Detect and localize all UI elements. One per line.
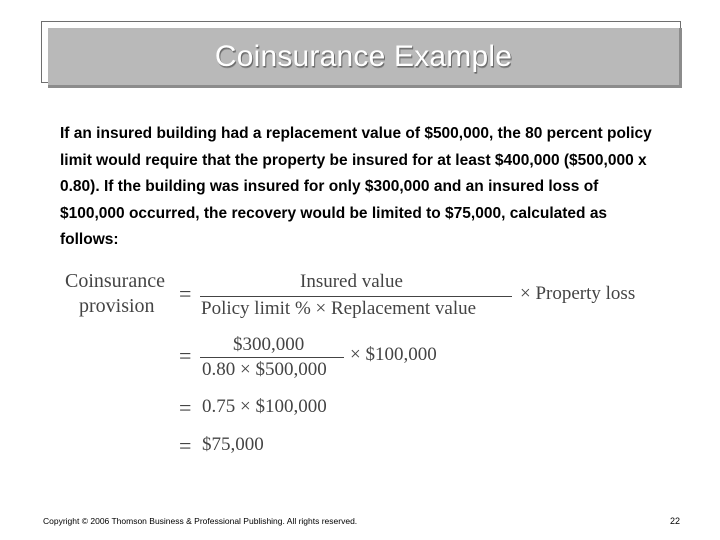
formula-equals-4: = — [179, 433, 192, 458]
formula-equals-3: = — [179, 395, 192, 420]
formula-factor-2: × $100,000 — [350, 344, 437, 365]
formula-factor-1: × Property loss — [520, 283, 636, 304]
formula-equals-1: = — [179, 281, 192, 306]
formula-numerator-2: $300,000 — [233, 334, 305, 355]
fraction-bar-1 — [200, 296, 512, 297]
page-number: 22 — [669, 516, 680, 526]
title-box — [48, 28, 682, 88]
formula-lhs-line2: provision — [79, 295, 155, 317]
formula-denominator-1: Policy limit % × Replacement value — [201, 298, 477, 319]
fraction-bar-2 — [200, 357, 344, 358]
coinsurance-formula — [58, 264, 668, 464]
formula-lhs-line1: Coinsurance — [65, 270, 165, 292]
formula-denominator-2: 0.80 × $500,000 — [202, 359, 327, 380]
formula-numerator-1: Insured value — [300, 271, 403, 292]
formula-result: $75,000 — [202, 434, 264, 455]
formula-expr-3: 0.75 × $100,000 — [202, 396, 327, 417]
formula-equals-2: = — [179, 343, 192, 368]
slide-title: Coinsurance Example — [214, 39, 513, 73]
footer-copyright: Copyright © 2006 Thomson Business & Professional Publishing. All rights reserved. — [43, 516, 358, 526]
intro-paragraph: If an insured building had a replacement value of $500,000, the 80 percent policy limit would require that the property be insured for at least $400,000 ($500,000 x 0.80). If the building was insured for only $300,000 and an insured loss of $100,000 occurred, the recovery would be limited to $75,000, calculated as follows: — [60, 125, 652, 248]
